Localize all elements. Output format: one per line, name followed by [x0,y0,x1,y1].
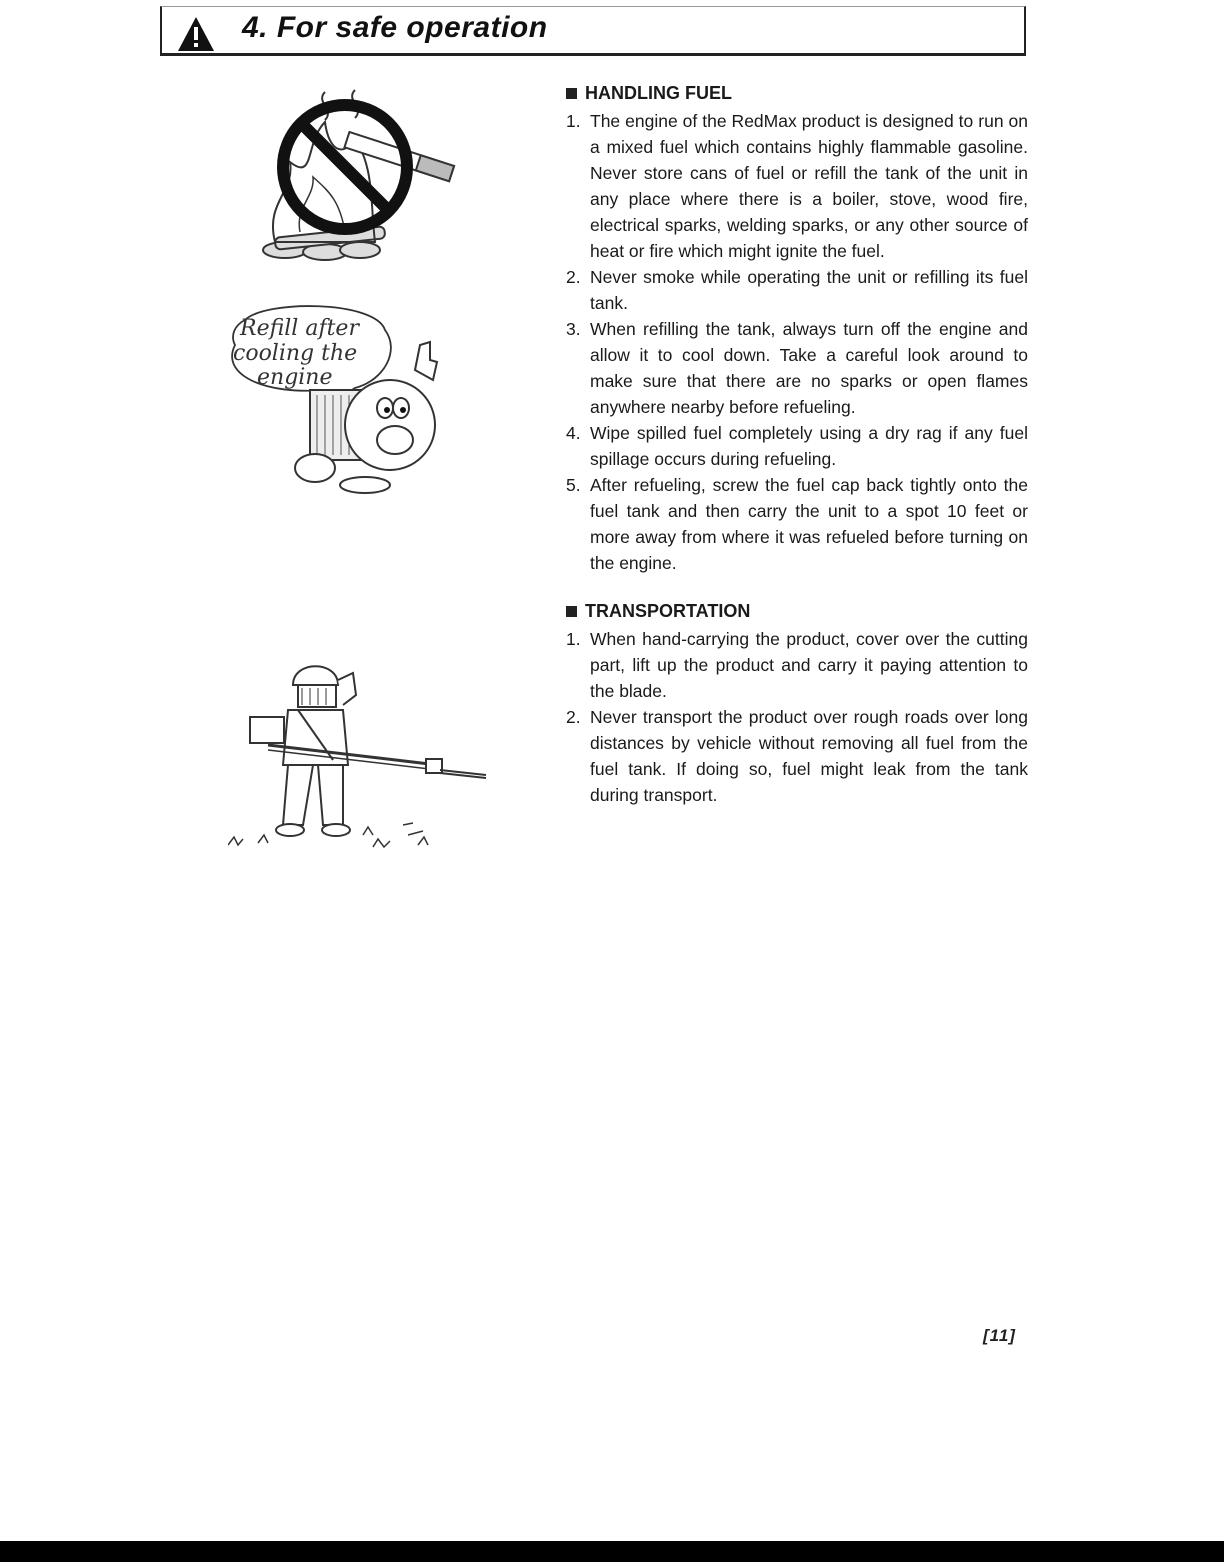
list-item: 2. Never transport the product over rough roads over long distances by vehicle without removing all fuel from the fuel tank. If doing so, fuel might leak from the tank during transport. [566,707,1028,805]
section-title-transportation: TRANSPORTATION [566,598,1028,624]
page-number: [11] [983,1326,1016,1345]
bubble-line-2: cooling the [233,341,358,366]
list-item: 2. Never smoke while operating the unit or refilling its fuel tank. [566,267,1028,313]
list-item: 1. When hand-carrying the product, cover over the cutting part, lift up the product and carry it paying attention to the blade. [566,629,1028,701]
refill-after-cooling-illustration [225,300,445,495]
bubble-line-1: Refill after [240,316,359,341]
warning-triangle-icon [176,15,216,53]
bubble-line-3: engine [257,365,333,390]
no-smoking-fire-illustration [245,82,465,267]
list-item: 1. The engine of the RedMax product is designed to run on a mixed fuel which contains highly flammable gasoline. Never store cans of fuel or refill the tank of the unit in any place where there is a boiler, stove, wood fire, electrical sparks, welding sparks, or any other source of heat or fire which might ignite the fuel. [566,111,1028,261]
worker-carrying-trimmer-illustration [228,655,493,855]
transportation-list [566,626,1028,808]
square-bullet-icon [566,88,577,99]
safety-text-column [566,80,1028,808]
section-title-handling-fuel: HANDLING FUEL [566,80,1028,106]
section-header [160,6,1026,56]
list-item: 4. Wipe spilled fuel completely using a dry rag if any fuel spillage occurs during refueling. [566,423,1028,469]
list-item: 5. After refueling, screw the fuel cap back tightly onto the fuel tank and then carry the unit to a spot 10 feet or more away from where it was refueled before turning on the engine. [566,475,1028,573]
handling-fuel-list [566,108,1028,576]
list-item: 3. When refilling the tank, always turn off the engine and allow it to cool down. Take a careful look around to make sure that there are no sparks or open flames anywhere nearby before refueling. [566,319,1028,417]
bottom-border-bar [0,1541,1224,1562]
square-bullet-icon [566,606,577,617]
page-title: 4. For safe operation [242,11,548,44]
